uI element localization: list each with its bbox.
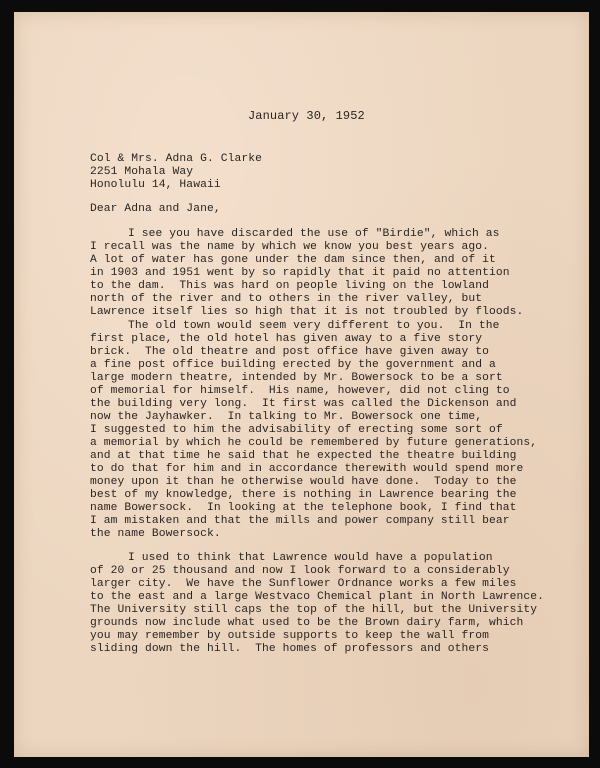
paragraph-2-line: the name Bowersock. [90, 528, 221, 540]
paragraph-2-line: and at that time he said that he expected the theatre building [90, 450, 517, 462]
paragraph-1-line: north of the river and to others in the river valley, but [90, 293, 483, 305]
paragraph-2-line: of memorial for himself. His name, however, did not cling to [90, 385, 510, 397]
paragraph-2-line: I am mistaken and that the mills and power company still bear [90, 515, 510, 527]
paragraph-3-line: I used to think that Lawrence would have a population [128, 552, 493, 564]
address-line: Honolulu 14, Hawaii [90, 179, 221, 191]
paragraph-2-line: name Bowersock. In looking at the telephone book, I find that [90, 502, 517, 514]
paragraph-3-line: of 20 or 25 thousand and now I look forward to a considerably [90, 565, 510, 577]
paragraph-1-line: Lawrence itself lies so high that it is not troubled by floods. [90, 306, 524, 318]
paragraph-2-line: I suggested to him the advisability of erecting some sort of [90, 424, 503, 436]
paragraph-3-line: sliding down the hill. The homes of professors and others [90, 643, 489, 655]
paragraph-1-line: A lot of water has gone under the dam since then, and of it [90, 254, 496, 266]
paragraph-3-line: larger city. We have the Sunflower Ordnance works a few miles [90, 578, 517, 590]
paragraph-3-line: to the east and a large Westvaco Chemical plant in North Lawrence. [90, 591, 545, 603]
paragraph-1-line: I recall was the name by which we know you best years ago. [90, 241, 489, 253]
address-line: Col & Mrs. Adna G. Clarke [90, 153, 262, 165]
letter-date: January 30, 1952 [248, 109, 365, 123]
paragraph-2-line: a fine post office building erected by the government and a [90, 359, 496, 371]
paragraph-2-line: large modern theatre, intended by Mr. Bowersock to be a sort [90, 372, 503, 384]
paragraph-3-line: The University still caps the top of the hill, but the University [90, 604, 538, 616]
paragraph-1-line: I see you have discarded the use of "Birdie", which as [128, 228, 500, 240]
paragraph-2-line: now the Jayhawker. In talking to Mr. Bowersock one time, [90, 411, 483, 423]
paragraph-2-line: The old town would seem very different to you. In the [128, 320, 500, 332]
paragraph-2-line: first place, the old hotel has given away to a five story [90, 333, 483, 345]
paragraph-1-line: to the dam. This was hard on people living on the lowland [90, 280, 489, 292]
paragraph-2-line: brick. The old theatre and post office have given away to [90, 346, 489, 358]
paragraph-3-line: you may remember by outside supports to keep the wall from [90, 630, 489, 642]
paragraph-2-line: a memorial by which he could be remembered by future generations, [90, 437, 538, 449]
address-line: 2251 Mohala Way [90, 166, 194, 178]
paragraph-2-line: to do that for him and in accordance therewith would spend more [90, 463, 524, 475]
paragraph-2-line: money upon it than he otherwise would have done. Today to the [90, 476, 517, 488]
paragraph-2-line: the building very long. It first was called the Dickenson and [90, 398, 517, 410]
salutation: Dear Adna and Jane, [90, 203, 221, 215]
paragraph-1-line: in 1903 and 1951 went by so rapidly that it paid no attention [90, 267, 510, 279]
paragraph-3-line: grounds now include what used to be the Brown dairy farm, which [90, 617, 524, 629]
paragraph-2-line: best of my knowledge, there is nothing in Lawrence bearing the [90, 489, 517, 501]
